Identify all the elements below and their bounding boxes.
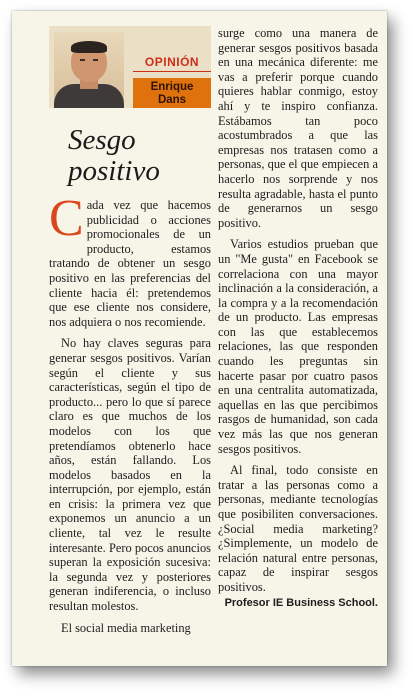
newspaper-clipping (12, 11, 387, 666)
paragraph-1-text: ada vez que hacemos publicidad o acciones promocionales de un producto, estamos tratando de obtener un sesgo positivo en las preferencias del cliente hacia él: pretendemos que ese cliente nos considere, nos adquiera o nos recomiende. (49, 198, 211, 329)
section-label: OPINIÓN (144, 55, 200, 69)
column-header (49, 26, 211, 108)
section-rule (133, 71, 211, 72)
author-photo-eye (93, 59, 98, 61)
author-first-name: Enrique (150, 81, 194, 93)
author-signature: Profesor IE Business School. (224, 596, 378, 609)
paragraph-5: Al final, todo consiste en tratar a las personas como a personas, mediante tecnologías que posibiliten conversaciones. ¿Social media marketing? ¿Simplemente, un modelo de relación natural entre personas, capaz de inspirar sesgos positivos. (218, 463, 378, 594)
author-last-name: Dans (157, 93, 187, 106)
author-photo-eye (80, 59, 85, 61)
paragraph-4: Varios estudios prueban que un "Me gusta" en Facebook se correlaciona con una mayor inclinación a la consideración, a la compra y a la recomendación de un producto. Las empresas con las que establecemos relaciones, las que responden cuando les preguntas sin hacerte pasar por cuatro pasos en una centralita automatizada, aquellas en las que percibimos rasgos de humanidad, son cada vez más las que nos generan sesgos positivos. (218, 237, 378, 456)
paragraph-1 (49, 190, 211, 329)
paragraph-3-start: El social media marketing (61, 620, 191, 635)
author-photo (54, 32, 124, 108)
left-column (49, 190, 211, 635)
paragraph-2: No hay claves seguras para generar sesgos positivos. Varían según el cliente y sus características, según el tipo de producto... pero lo que sí parece claro es que muchos de los modelos con los que pretendíamos obtenerlo hace años, están fallando. Los modelos basados en la interrupción, por ejemplo, están en crisis: la primera vez que exponemos un anuncio a un cliente, tal vez le resulte interesante. Pero pocos anuncios superan la exposición sucesiva: la segunda vez y posteriores generan indiferencia, o incluso resultan molestos. (49, 336, 211, 614)
article-title-line1: Sesgo (68, 124, 136, 156)
article-title-line2: positivo (68, 155, 160, 187)
author-name-box (133, 78, 211, 108)
article-title (68, 125, 208, 187)
author-photo-hair (71, 41, 107, 53)
paragraph-3-end: surge como una manera de generar sesgos positivos basada en una mecánica diferente: me vas a preferir porque cuando quieres hablar conmigo, estoy ahí y te inspiro confianza. Estábamos tan poco acostumbrados a que las empresas nos tratasen como a personas, que el que empiecen a hacerlo nos sorprende y nos resulta agradable, hasta el punto de generarnos un sesgo positivo. (218, 26, 378, 230)
drop-cap: C (49, 190, 84, 247)
right-column (218, 26, 378, 610)
